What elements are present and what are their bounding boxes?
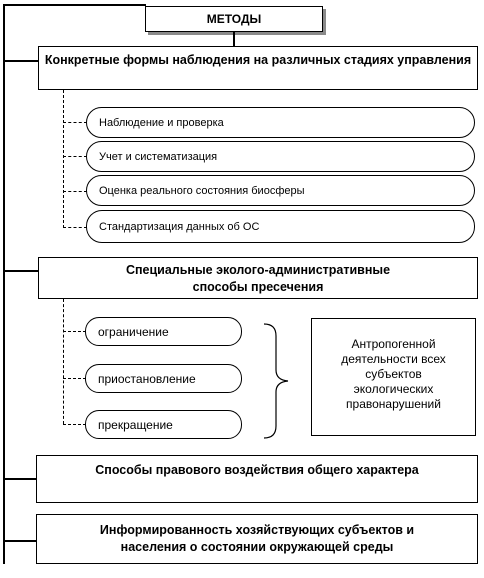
main-spine xyxy=(3,4,5,564)
connector-2-2 xyxy=(63,378,86,379)
list-item-accounting: Учет и систематизация xyxy=(86,141,475,172)
spine-to-section1 xyxy=(3,60,39,62)
connector-1-1 xyxy=(63,122,87,123)
connector-2-1 xyxy=(63,331,86,332)
list-item-suspension: приостановление xyxy=(85,364,242,393)
title-box xyxy=(145,6,323,32)
target-text: Антропогенной деятельности всех субъектов экологических правонарушений xyxy=(341,337,446,411)
section2-heading-line1: Специальные эколого-административные xyxy=(125,263,391,277)
section2-box xyxy=(38,257,478,299)
section1-sub-spine xyxy=(63,90,64,228)
title-text: МЕТОДЫ xyxy=(206,12,262,26)
connector-1-3 xyxy=(63,191,87,192)
list-item-observation: Наблюдение и проверка xyxy=(86,107,475,138)
section3-heading: Способы правового воздействия общего характера xyxy=(95,463,419,477)
title-to-section1 xyxy=(233,32,235,46)
connector-1-2 xyxy=(63,156,87,157)
spine-to-section4 xyxy=(3,540,37,542)
list-item-biosphere: Оценка реального состояния биосферы xyxy=(86,175,475,206)
section4-heading: Информированность хозяйствующих субъектов и населения о состоянии окружающей среды xyxy=(99,523,415,554)
curly-brace xyxy=(258,322,294,440)
spine-to-section2 xyxy=(3,270,39,272)
section1-heading: Конкретные формы наблюдения на различных стадиях управления xyxy=(44,53,472,67)
title-connector xyxy=(3,4,146,6)
spine-to-section3 xyxy=(3,478,37,480)
section2-heading-line2: способы пресечения xyxy=(192,280,324,294)
section1-box xyxy=(38,46,478,90)
section2-sub-spine xyxy=(63,299,64,424)
target-box xyxy=(311,318,476,436)
connector-1-4 xyxy=(63,227,87,228)
section3-box xyxy=(36,455,478,503)
section4-box xyxy=(36,514,478,564)
list-item-restriction: ограничение xyxy=(85,317,242,346)
list-item-standardization: Стандартизация данных об ОС xyxy=(86,210,475,243)
list-item-termination: прекращение xyxy=(85,410,242,439)
connector-2-3 xyxy=(63,424,86,425)
